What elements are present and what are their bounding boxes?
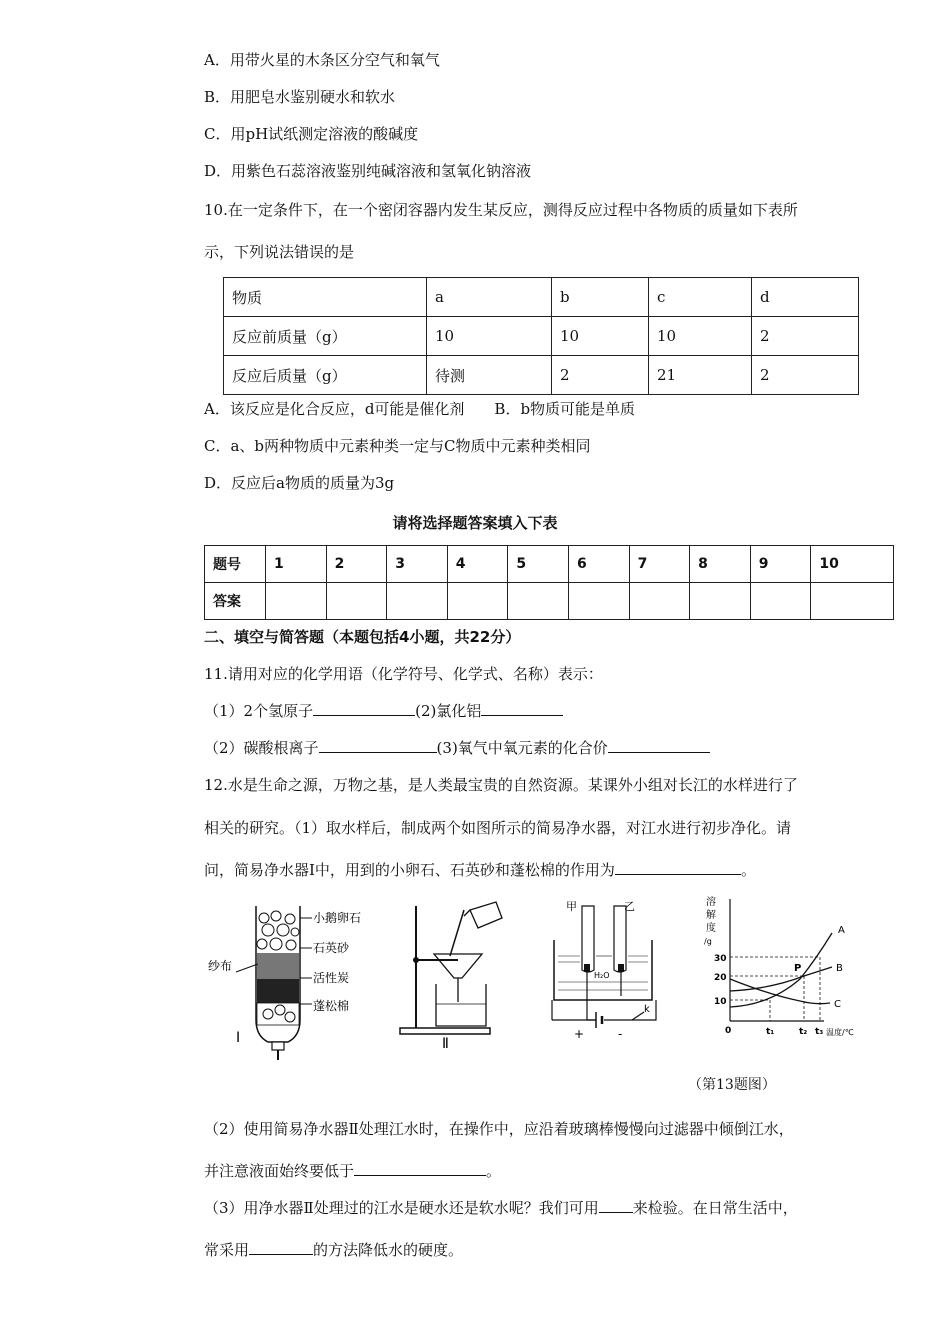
ylabel-char-2: 解: [706, 910, 716, 921]
q11-line2: [204, 738, 710, 758]
question-number-cell: 7: [629, 546, 690, 583]
question-number-cell: 8: [690, 546, 751, 583]
question-number-cell: 5: [508, 546, 569, 583]
point-p-label: P: [794, 963, 802, 974]
ylabel-char-3: 度: [706, 923, 716, 934]
table-header-cell: b: [552, 278, 649, 317]
xlabel: 温度/℃: [826, 1028, 854, 1037]
q12-line1: 12.水是生命之源，万物之基，是人类最宝贵的自然资源。某课外小组对长江的水样进行了: [204, 776, 798, 794]
answer-cell[interactable]: [568, 583, 629, 620]
curve-a-label: A: [838, 925, 845, 936]
q12-line3: [204, 860, 756, 880]
option-d-prev: D．用紫色石蕊溶液鉴别纯碱溶液和氢氧化钠溶液: [204, 162, 532, 180]
table-header-cell: 物质: [224, 278, 427, 317]
pebbles-label: 小鹅卵石: [313, 911, 362, 925]
answer-cell[interactable]: [629, 583, 690, 620]
xtick-t1: t₁: [766, 1027, 775, 1037]
q10-option-ab: A．该反应是化合反应，d可能是催化剂 B．b物质可能是单质: [204, 400, 636, 418]
table-cell: 待测: [427, 356, 552, 395]
q11-part1-blank[interactable]: [313, 701, 415, 716]
answer-table-title: 请将选择题答案填入下表: [392, 514, 558, 532]
curve-c-label: C: [834, 999, 841, 1010]
answer-row-label: 题号: [205, 546, 266, 583]
q11-part2-label: (2)氯化铝: [415, 702, 482, 720]
figure-purifier-1: [206, 900, 366, 1060]
q12-line2: 相关的研究。（1）取水样后，制成两个如图所示的简易净水器，对江水进行初步净化。请: [204, 819, 792, 837]
table-cell: 21: [649, 356, 752, 395]
table-cell: 2: [552, 356, 649, 395]
water-label: H₂O: [594, 971, 610, 980]
table-cell: 10: [427, 317, 552, 356]
tube-jia-label: 甲: [566, 900, 577, 913]
table-row: [224, 317, 859, 356]
answer-cell[interactable]: [690, 583, 751, 620]
answer-cell[interactable]: [387, 583, 448, 620]
answer-cell[interactable]: [508, 583, 569, 620]
q11-part3-blank[interactable]: [319, 738, 437, 753]
answer-cell[interactable]: [811, 583, 894, 620]
figure-2-roman: Ⅱ: [442, 1036, 449, 1050]
ytick-20: 20: [714, 973, 727, 983]
ytick-30: 30: [714, 954, 727, 964]
q12-part2-blank[interactable]: [354, 1161, 486, 1176]
question-number-cell: 3: [387, 546, 448, 583]
q11-part1-label: （1）2个氢原子: [204, 702, 314, 720]
q12-q1-end: 。: [740, 861, 756, 879]
tube-yi-label: 乙: [624, 900, 635, 913]
q12-part3-line1: [204, 1198, 798, 1218]
question-number-cell: 4: [447, 546, 508, 583]
answer-cell[interactable]: [447, 583, 508, 620]
curve-b-label: B: [836, 963, 843, 974]
question-number-cell: 9: [750, 546, 811, 583]
q12-part2-end: 。: [486, 1162, 502, 1180]
q11-part4-blank[interactable]: [608, 738, 710, 753]
q12-part3-end: 的方法降低水的硬度。: [313, 1241, 464, 1259]
table-row: [205, 583, 894, 620]
answer-cell[interactable]: [750, 583, 811, 620]
q11-stem: 11.请用对应的化学用语（化学符号、化学式、名称）表示：: [204, 665, 603, 683]
table-cell: 反应前质量（g）: [224, 317, 427, 356]
ylabel-char-1: 溶: [706, 897, 716, 908]
question-number-cell: 2: [326, 546, 387, 583]
q12-part2-line2: [204, 1161, 501, 1181]
option-c-prev: C．用pH试纸测定溶液的酸碱度: [204, 125, 419, 143]
gauze-label: 纱布: [208, 959, 233, 973]
question-number-cell: 6: [568, 546, 629, 583]
table-row: [205, 546, 894, 583]
table-cell: 10: [649, 317, 752, 356]
switch-label: k: [644, 1004, 650, 1015]
q11-part3-label: （2）碳酸根离子: [204, 739, 319, 757]
option-a-prev: A．用带火星的木条区分空气和氧气: [204, 51, 440, 69]
ylabel-char-4: /g: [704, 937, 712, 946]
figure-1-roman: Ⅰ: [236, 1030, 241, 1046]
answer-row-label: 答案: [205, 583, 266, 620]
q10-stem-line1: 10.在一定条件下，在一个密闭容器内发生某反应，测得反应过程中各物质的质量如下表所: [204, 201, 798, 219]
cotton-label: 蓬松棉: [313, 999, 350, 1013]
carbon-label: 活性炭: [313, 971, 350, 985]
table-row: [224, 356, 859, 395]
table-header-cell: d: [752, 278, 859, 317]
figure-caption: （第13题图）: [688, 1077, 776, 1093]
q11-line1: [204, 701, 563, 721]
question-number-cell: 1: [266, 546, 327, 583]
table-header-cell: c: [649, 278, 752, 317]
q12-part3-text: （3）用净水器Ⅱ处理过的江水是硬水还是软水呢？我们可用: [204, 1199, 599, 1217]
q11-part4-label: (3)氧气中氧元素的化合价: [436, 739, 608, 757]
sand-label: 石英砂: [313, 941, 350, 955]
q12-q1-text: 问，简易净水器Ⅰ中，用到的小卵石、石英砂和蓬松棉的作用为: [204, 861, 615, 879]
q10-mass-table: [223, 277, 859, 395]
answer-table: [204, 545, 894, 620]
table-cell: 反应后质量（g）: [224, 356, 427, 395]
plus-label: +: [574, 1027, 585, 1041]
table-cell: 2: [752, 317, 859, 356]
section2-heading: 二、填空与简答题（本题包括4小题，共22分）: [204, 628, 521, 646]
xtick-0: 0: [725, 1026, 732, 1036]
q12-part3-line2: [204, 1240, 463, 1260]
ytick-10: 10: [714, 997, 727, 1007]
figure-solubility-curves: [700, 895, 870, 1045]
q12-part3-text3: 常采用: [204, 1241, 250, 1259]
q12-q1-blank[interactable]: [615, 860, 741, 875]
table-cell: 2: [752, 356, 859, 395]
answer-cell[interactable]: [266, 583, 327, 620]
table-cell: 10: [552, 317, 649, 356]
q10-option-c: C．a、b两种物质中元素种类一定与C物质中元素种类相同: [204, 437, 591, 455]
q10-option-d: D．反应后a物质的质量为3g: [204, 474, 395, 492]
minus-label: -: [618, 1027, 623, 1041]
question-number-cell: 10: [811, 546, 894, 583]
figure-electrolysis-3: [544, 898, 664, 1048]
q12-part3-blank2[interactable]: [249, 1240, 313, 1255]
option-b-prev: B．用肥皂水鉴别硬水和软水: [204, 88, 396, 106]
q12-part2-line1: （2）使用简易净水器Ⅱ处理江水时，在操作中，应沿着玻璃棒慢慢向过滤器中倾倒江水，: [204, 1120, 794, 1138]
table-header-cell: a: [427, 278, 552, 317]
xtick-t2: t₂: [799, 1027, 808, 1037]
table-row: [224, 278, 859, 317]
q12-part3-text2: 来检验。在日常生活中，: [632, 1199, 798, 1217]
xtick-t3: t₃: [815, 1027, 824, 1037]
q12-part2-text: 并注意液面始终要低于: [204, 1162, 355, 1180]
q12-part3-blank1[interactable]: [599, 1198, 633, 1213]
q11-part2-blank[interactable]: [481, 701, 563, 716]
q10-stem-line2: 示，下列说法错误的是: [204, 243, 355, 261]
answer-cell[interactable]: [326, 583, 387, 620]
figure-filtration-2: [386, 900, 506, 1050]
